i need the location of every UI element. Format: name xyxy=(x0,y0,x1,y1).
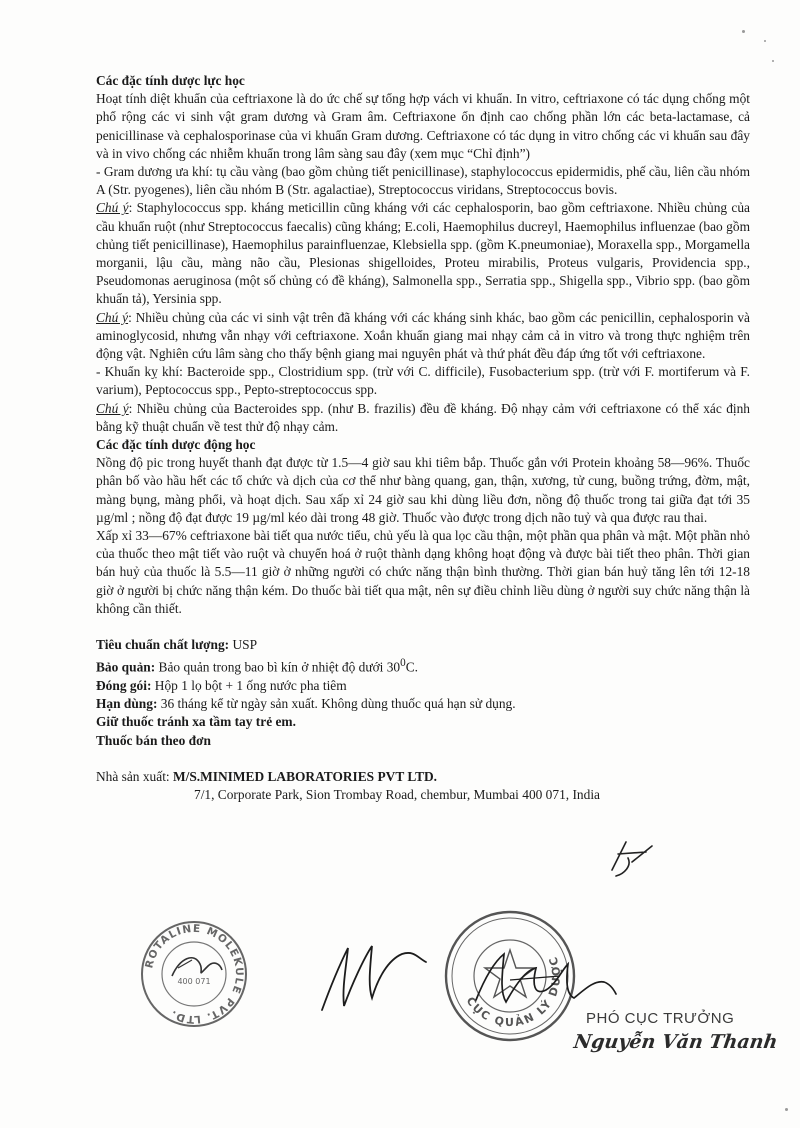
storage-value: Bảo quản trong bao bì kín ở nhiệt độ dưới 30 xyxy=(158,659,401,675)
company-stamp-ring-text: ROTALINE MOLEKULE PVT. LTD. xyxy=(143,922,246,1026)
pharmacodynamics-note-1 xyxy=(96,199,750,308)
note-label: Chú ý xyxy=(96,400,129,416)
initial-signature xyxy=(602,832,660,880)
manufacturer-block xyxy=(96,768,750,804)
quality-standard-value: USP xyxy=(232,637,258,653)
expiry-value: 36 tháng kể từ ngày sản xuất. Không dùng thuốc quá hạn sử dụng. xyxy=(160,696,516,712)
note-label: Chú ý xyxy=(96,200,129,216)
scan-speck xyxy=(764,40,766,42)
pharmacodynamics-anaerobes: - Khuẩn kỵ khí: Bacteroide spp., Clostridium spp. (trừ với C. difficile), Fusobacterium spp. (trừ với F. mortiferum và F. varium), Peptococcus spp., Pepto-streptococcus spp. xyxy=(96,364,750,398)
official-title: PHÓ CỤC TRƯỞNG xyxy=(586,1010,735,1027)
pharmacokinetics-paragraph-2: Xấp xỉ 33—67% ceftriaxone bài tiết qua nước tiểu, chủ yếu là qua lọc cầu thận, một phần qua phân và mật. Một phần nhỏ của thuốc theo mật tiết vào ruột và chuyển hoá ở ruột thành dạng không hoạt động và được bài tiết theo phân. Thời gian bán huỷ của thuốc là 5.5—11 giờ ở những người có chức năng thận bình thường. Thời gian bán huỷ tăng lên tới 12-18 giờ ở người bị chức năng thận kém. Do thuốc bài tiết qua mật, nên sự điều chỉnh liều dùng ở người suy chức năng thận là không cần thiết. xyxy=(96,528,750,616)
storage-unit: C. xyxy=(405,659,418,675)
official-block xyxy=(572,1010,786,1053)
storage xyxy=(96,654,750,677)
manufacturer-label: Nhà sản xuất: xyxy=(96,768,170,784)
official-signature xyxy=(470,940,620,1020)
prescription-note: Thuốc bán theo đơn xyxy=(96,732,211,748)
note-text: : Nhiều chủng của Bacteroides spp. (như B. frazilis) đều đề kháng. Độ nhạy cảm với ceftriaxone có thể xác định bằng kỹ thuật chuẩn về test thử độ nhạy cảm. xyxy=(96,400,750,434)
pharmacodynamics-note-3 xyxy=(96,400,750,436)
packing xyxy=(96,677,750,695)
scan-speck xyxy=(772,60,774,62)
document-body xyxy=(96,72,750,804)
packing-label: Đóng gói: xyxy=(96,677,152,693)
expiry xyxy=(96,695,750,713)
company-stamp xyxy=(138,918,250,1030)
note-text: : Staphylococcus spp. kháng meticillin cũng kháng với các cephalosporin, bao gồm ceftriaxone. Nhiều chủng của cầu khuẩn ruột (như Streptococcus faecalis) cũng kháng; E.coli, Haemophilus ducreyl, Haemophilus influenzae (bao gồm chủng tiết penicillinase), Haemophilus parainfluenzae, Klebsiella spp. (gồm K.pneumoniae), Moraxella spp., Morgamella morganii, lậu cầu, màng não cầu, Plesionas shigelloides, Proteu mirabilis, Proteus vulgaris, Providencia spp., Pseudomonas aeruginosa (một số chủng có đề kháng), Salmonella spp., Serratia spp., Shigella spp., Vibrio spp. (bao gồm khuẩn tả), Yersinia spp. xyxy=(96,200,750,307)
pharmacodynamics-note-2 xyxy=(96,309,750,364)
manufacturer-address: 7/1, Corporate Park, Sion Trombay Road, chembur, Mumbai 400 071, India xyxy=(194,786,600,802)
storage-degree: 0 xyxy=(400,657,406,670)
note-text: : Nhiều chủng của các vi sinh vật trên đã kháng với các kháng sinh khác, bao gồm các penicillin, cephalosporin và aminoglycosid, nhưng vẫn nhạy với ceftriaxone. Xoắn khuẩn giang mai nhạy cảm cả in vitro và trong thực nghiệm trên động vật. Nghiên cứu lâm sàng cho thấy bệnh giang mai nguyên phát và thứ phát đều đáp ứng tốt với ceftriaxone. xyxy=(96,309,750,362)
quality-standard xyxy=(96,636,750,654)
pharmacokinetics-paragraph-1: Nồng độ pic trong huyết thanh đạt được từ 1.5—4 giờ sau khi tiêm bắp. Thuốc gắn với Protein khoảng 58—96%. Thuốc phân bố vào hầu hết các tổ chức và dịch của cơ thể như bàng quang, gan, thận, xương, tử cung, buồng trứng, đờm, mật, màng bụng, màng phổi, và hoạt dịch. Sau xấp xỉ 24 giờ sau khi dùng liều đơn, nồng độ thuốc trong tai giữa đạt tới 35 µg/ml ; nồng độ đạt được 19 µg/ml kéo dài trong 48 giờ. Thuốc vào được trong dịch não tuỷ và qua được rau thai. xyxy=(96,455,750,525)
pharmacodynamics-heading: Các đặc tính dược lực học xyxy=(96,73,245,88)
child-warning: Giữ thuốc tránh xa tầm tay trẻ em. xyxy=(96,714,296,730)
company-stamp-center-text: 400 071 xyxy=(177,977,211,986)
spacer xyxy=(96,618,750,636)
packing-value: Hộp 1 lọ bột + 1 ống nước pha tiêm xyxy=(154,677,347,693)
scan-speck xyxy=(742,30,745,33)
official-name: Nguyễn Văn Thanh xyxy=(572,1031,779,1053)
expiry-label: Hạn dùng: xyxy=(96,696,158,712)
manufacturer-signature xyxy=(318,928,428,1018)
product-specs xyxy=(96,636,750,750)
government-stamp-ring-text: CỤC QUẢN LÝ DƯỢC xyxy=(463,953,564,1030)
note-label: Chú ý xyxy=(96,309,129,325)
manufacturer-name: M/S.MINIMED LABORATORIES PVT LTD. xyxy=(173,768,438,784)
manufacturer-line xyxy=(96,768,750,786)
pharmacokinetics-heading: Các đặc tính dược động học xyxy=(96,437,256,453)
storage-label: Bảo quản: xyxy=(96,659,156,675)
scan-speck xyxy=(785,1108,788,1111)
pharmacodynamics-gram-positive: - Gram dương ưa khí: tụ cầu vàng (bao gồm chủng tiết penicillinase), staphylococcus epidermidis, phế cầu, liên cầu nhóm A (Str. pyogenes), liên cầu nhóm B (Str. agalactiae), Streptococcus viridans, Streptococcus bovis. xyxy=(96,164,750,198)
quality-standard-label: Tiêu chuẩn chất lượng: xyxy=(96,637,230,653)
pharmacodynamics-paragraph-1: Hoạt tính diệt khuẩn của ceftriaxone là do ức chế sự tổng hợp vách vi khuẩn. In vitro, ceftriaxone có tác dụng chống một phổ rộng các vi sinh vật gram dương và Gram âm. Ceftriaxone ổn định cao chống phần lớn các beta-lactamase, cả penicillinase và cephalosporinase của vi khuẩn Gram dương. Ceftriaxone có tác dụng in vitro chống các vi khuẩn sau đây và in vivo chống các nhiễm khuẩn trong lâm sàng sau đây (xem mục “Chỉ định”) xyxy=(96,91,750,161)
